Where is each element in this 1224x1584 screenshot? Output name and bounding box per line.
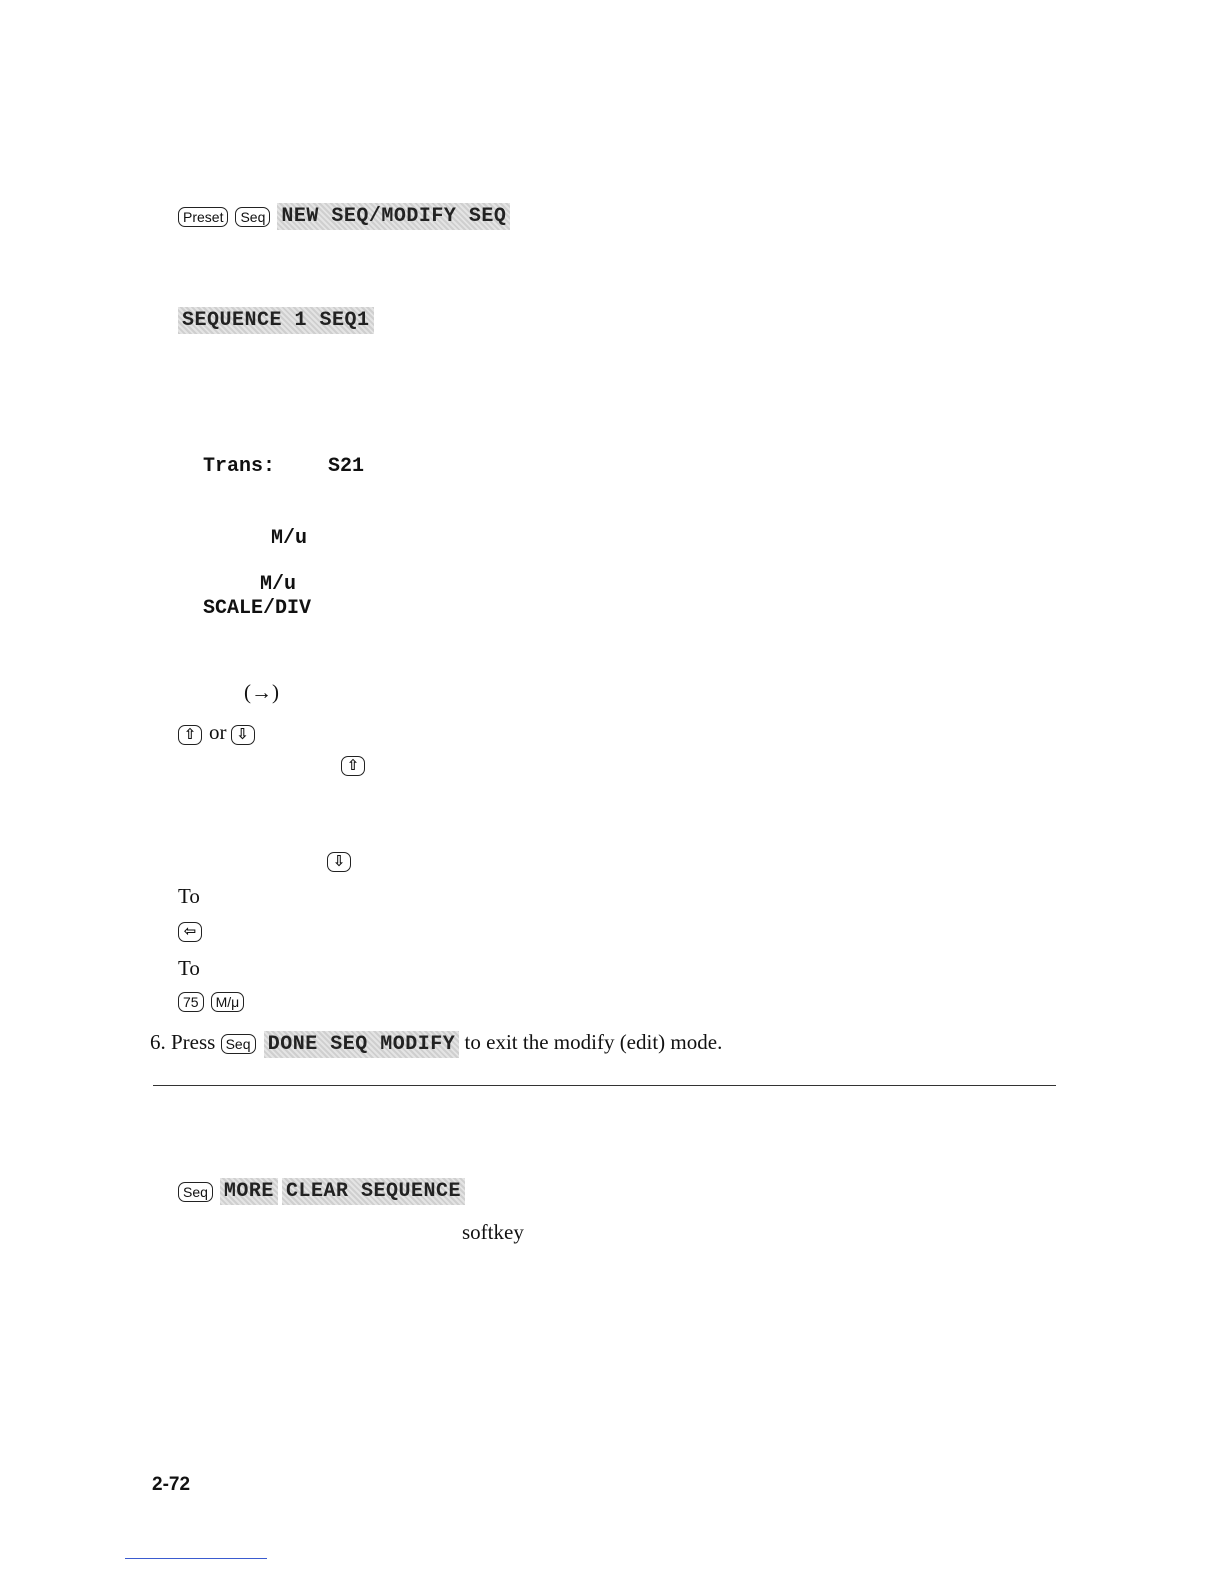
to-text-2: To	[178, 956, 200, 980]
step-6-press: Press	[171, 1030, 216, 1054]
down-arrow-row	[327, 852, 354, 872]
seventy-five-key[interactable]: 75	[178, 992, 204, 1012]
preset-seq-row	[178, 205, 510, 228]
up-or-down-row	[178, 720, 258, 745]
bottom-link-rule	[125, 1558, 267, 1559]
preset-key[interactable]: Preset	[178, 207, 228, 227]
sequence-row	[178, 309, 374, 332]
clear-sequence-row	[178, 1180, 465, 1203]
softkey-text: softkey	[462, 1220, 524, 1244]
more-softkey[interactable]: MORE	[220, 1178, 278, 1205]
s21-label: S21	[328, 455, 365, 478]
m-u-label-1: M/u	[271, 527, 308, 550]
up-arrow-icon-2[interactable]: ⇧	[341, 756, 365, 776]
seq-key-clear[interactable]: Seq	[178, 1182, 213, 1202]
seq-key[interactable]: Seq	[235, 207, 270, 227]
to-text-1: To	[178, 884, 200, 908]
step-6-number: 6.	[150, 1030, 166, 1054]
backspace-row	[178, 922, 205, 942]
step-6-tail: to exit the modify (edit) mode.	[464, 1030, 723, 1054]
up-arrow-row	[341, 756, 368, 776]
or-text: or	[209, 720, 227, 744]
m-u-label-2: M/u	[260, 573, 297, 596]
seventy-five-mu-row	[178, 992, 247, 1012]
m-mu-key[interactable]: M/μ	[211, 992, 245, 1012]
up-arrow-icon[interactable]: ⇧	[178, 725, 202, 745]
scale-div-label: SCALE/DIV	[203, 597, 312, 620]
sequence-1-seq1-softkey[interactable]: SEQUENCE 1 SEQ1	[178, 307, 374, 334]
trans-label: Trans:	[203, 455, 276, 478]
step-6	[150, 1030, 722, 1056]
down-arrow-icon-2[interactable]: ⇩	[327, 852, 351, 872]
new-seq-modify-seq-softkey[interactable]: NEW SEQ/MODIFY SEQ	[277, 203, 510, 230]
seq-key-step6[interactable]: Seq	[221, 1034, 256, 1054]
backspace-icon[interactable]: ⇦	[178, 922, 202, 942]
section-divider	[153, 1085, 1056, 1086]
clear-sequence-softkey[interactable]: CLEAR SEQUENCE	[282, 1178, 465, 1205]
right-arrow-key-text: (→)	[244, 680, 279, 704]
page-number: 2-72	[152, 1474, 191, 1495]
done-seq-modify-softkey[interactable]: DONE SEQ MODIFY	[264, 1031, 460, 1058]
down-arrow-icon[interactable]: ⇩	[231, 725, 255, 745]
